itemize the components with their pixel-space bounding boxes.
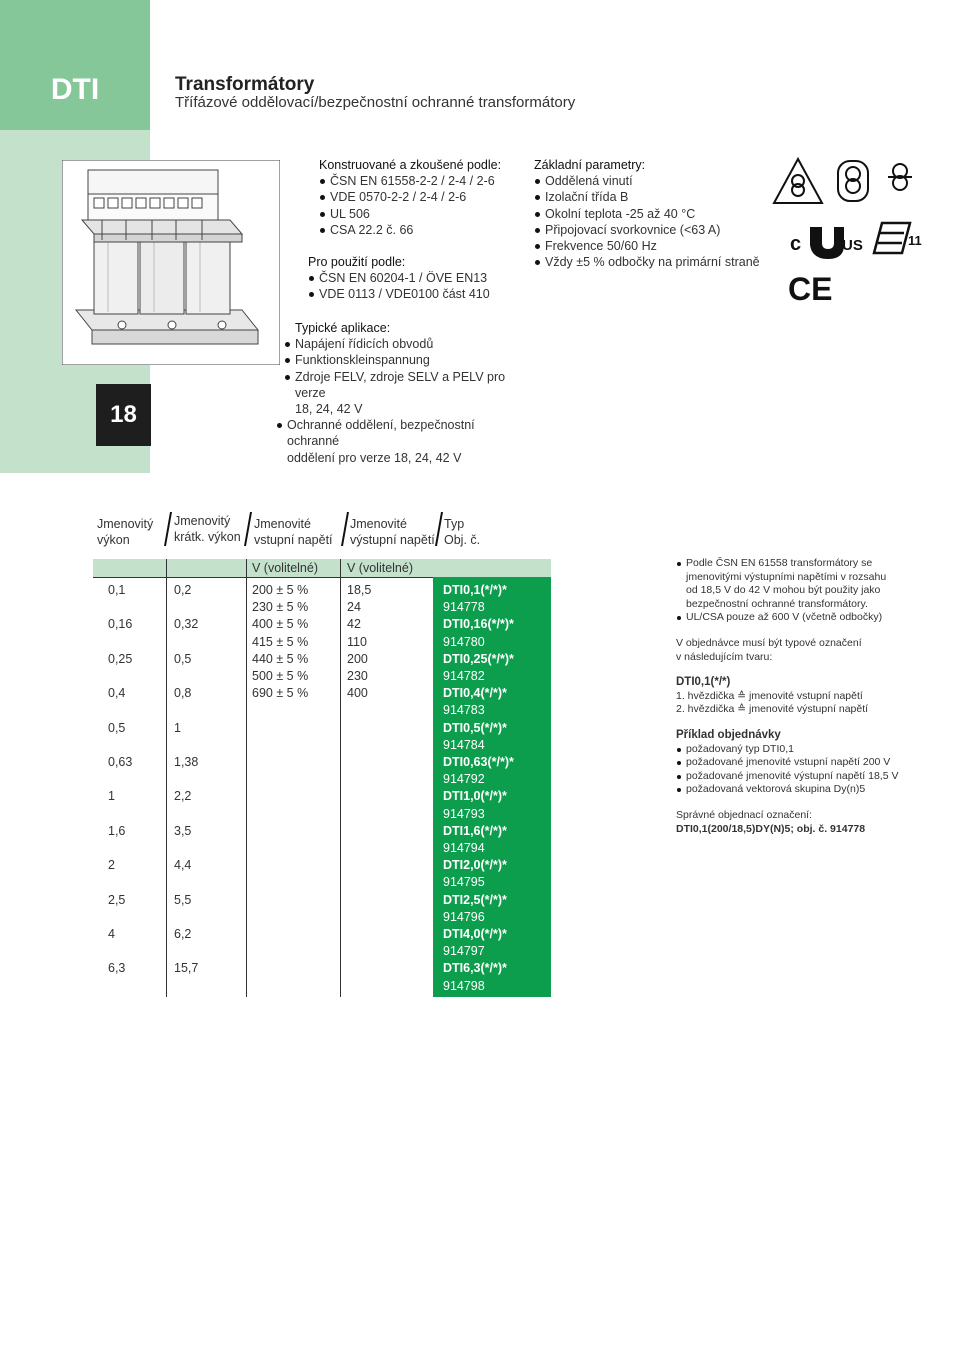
safety-transformer-icon — [774, 159, 822, 203]
ce-mark-icon: CE — [788, 271, 833, 305]
construction-standards — [308, 157, 523, 303]
standard-item: UL 506 — [319, 206, 523, 222]
input-voltage-cell: 415 ± 5 % — [252, 634, 309, 649]
transformer-image — [62, 160, 280, 365]
application-item: Ochranné oddělení, bezpečnostní ochranné — [276, 417, 524, 449]
table-unit-row — [93, 559, 551, 577]
note-item: Podle ČSN EN 61558 transformátory se jmenovitými výstupními napětími v rozsahu od 18,5 V do 42 V mohou být použity jako bezpečnostní ochranné transformátory. — [676, 557, 946, 611]
example-item: požadované jmenovité vstupní napětí 200 V — [676, 756, 946, 770]
svg-text:US: US — [842, 237, 863, 254]
sidebar-header — [0, 0, 150, 130]
short-circuit-power-cell: 5,5 — [174, 892, 192, 907]
rated-power-cell: 2 — [108, 858, 115, 873]
input-unit: V (volitelné) — [252, 561, 318, 575]
typical-applications — [284, 320, 524, 466]
input-voltage-cell: 440 ± 5 % — [252, 651, 309, 666]
input-voltage-cell: 230 ± 5 % — [252, 600, 309, 615]
type-cell: DTI0,5(*/*)* — [443, 720, 507, 735]
type-cell: DTI0,25(*/*)* — [443, 651, 514, 666]
star-explanation: 1. hvězdička ≙ jmenovité vstupní napětí — [676, 689, 863, 702]
short-circuit-power-cell: 15,7 — [174, 961, 199, 976]
output-voltage-cell: 200 — [347, 651, 368, 666]
application-item: Napájení řídicích obvodů — [284, 336, 524, 352]
col-header-input-voltage: Jmenovité vstupní napětí — [254, 517, 333, 547]
correct-order-label: Správné objednací označení: — [676, 808, 813, 821]
usage-item: VDE 0113 / VDE0100 část 410 — [308, 286, 523, 302]
application-item-cont: 18, 24, 42 V — [295, 402, 363, 417]
type-cell: DTI2,5(*/*)* — [443, 892, 507, 907]
format-code: DTI0,1(*/*) — [676, 676, 731, 689]
column-divider — [166, 559, 167, 997]
input-voltage-cell: 200 ± 5 % — [252, 583, 309, 597]
type-cell: DTI2,0(*/*)* — [443, 858, 507, 873]
cul-us-icon — [790, 227, 863, 259]
order-number-cell: 914794 — [443, 841, 485, 855]
short-circuit-power-cell: 0,5 — [174, 651, 192, 666]
short-circuit-power-cell: 2,2 — [174, 789, 192, 804]
rated-power-cell: 2,5 — [108, 892, 126, 907]
column-divider — [246, 559, 247, 997]
type-cell: DTI6,3(*/*)* — [443, 961, 507, 976]
order-number-cell: 914783 — [443, 703, 485, 718]
rated-power-cell: 1,6 — [108, 823, 126, 838]
parameter-item: Frekvence 50/60 Hz — [534, 238, 764, 254]
header-divider — [341, 512, 349, 546]
header-divider — [244, 512, 252, 546]
usage-heading: Pro použití podle: — [308, 255, 406, 270]
col-header-type: Typ Obj. č. — [444, 517, 481, 547]
output-voltage-cell: 230 — [347, 669, 368, 683]
star-explanation: 2. hvězdička ≙ jmenovité výstupní napětí — [676, 703, 869, 716]
short-circuit-power-cell: 3,5 — [174, 823, 192, 838]
order-instruction: v následujícím tvaru: — [676, 650, 773, 663]
usage-item: ČSN EN 60204-1 / ÖVE EN13 — [308, 270, 523, 286]
order-number-cell: 914778 — [443, 600, 485, 615]
note-item: UL/CSA pouze až 600 V (včetně odbočky) — [676, 611, 946, 625]
rated-power-cell: 0,4 — [108, 686, 126, 701]
type-cell: DTI0,63(*/*)* — [443, 755, 514, 769]
column-divider — [340, 559, 341, 997]
enec-icon — [874, 223, 922, 253]
svg-text:11: 11 — [908, 233, 922, 248]
applications-heading: Typické aplikace: — [295, 321, 391, 335]
order-instruction: V objednávce musí být typové označení — [676, 636, 862, 649]
rated-power-cell: 1 — [108, 789, 115, 804]
svg-text:c: c — [790, 233, 802, 255]
certification-marks — [770, 155, 930, 305]
standard-item: VDE 0570-2-2 / 2-4 / 2-6 — [319, 189, 523, 205]
rated-power-cell: 4 — [108, 927, 115, 941]
rated-power-cell: 0,63 — [108, 755, 133, 769]
parameter-item: Oddělená vinutí — [534, 173, 764, 189]
output-voltage-cell: 42 — [347, 617, 361, 632]
isolating-transformer-icon — [838, 161, 868, 201]
application-item: Funktionskleinspannung — [284, 352, 524, 368]
rated-power-cell: 0,25 — [108, 651, 133, 666]
header-divider — [164, 512, 172, 546]
parameter-item: Okolní teplota -25 až 40 °C — [534, 206, 764, 222]
order-number-cell: 914793 — [443, 806, 485, 821]
application-item-cont: oddělení pro verze 18, 24, 42 V — [287, 450, 462, 465]
parameter-item: Vždy ±5 % odbočky na primární straně — [534, 254, 764, 270]
header-divider — [435, 512, 443, 546]
col-header-short-circuit: Jmenovitý krátk. výkon — [174, 514, 241, 544]
example-item: požadované jmenovité výstupní napětí 18,5 V — [676, 770, 946, 784]
short-circuit-power-cell: 1,38 — [174, 755, 199, 769]
type-cell: DTI0,1(*/*)* — [443, 583, 507, 597]
example-item: požadovaná vektorová skupina Dy(n)5 — [676, 783, 946, 797]
page-number: 18 — [96, 384, 151, 446]
output-voltage-cell: 400 — [347, 686, 368, 701]
order-number-cell: 914796 — [443, 909, 485, 924]
correct-order-value: DTI0,1(200/18,5)DY(N)5; obj. č. 914778 — [676, 822, 866, 835]
type-cell: DTI4,0(*/*)* — [443, 927, 507, 941]
type-cell: DTI1,0(*/*)* — [443, 789, 507, 804]
type-cell: DTI1,6(*/*)* — [443, 823, 507, 838]
order-number-cell: 914792 — [443, 772, 485, 787]
rated-power-cell: 6,3 — [108, 961, 126, 976]
rated-power-cell: 0,5 — [108, 720, 126, 735]
rated-power-cell: 0,16 — [108, 617, 133, 632]
output-voltage-cell: 110 — [347, 634, 367, 649]
construction-heading: Konstruované a zkoušené podle: — [319, 158, 502, 172]
output-unit: V (volitelné) — [347, 561, 413, 575]
basic-parameters — [534, 157, 764, 270]
order-number-cell: 914797 — [443, 944, 485, 959]
short-circuit-power-cell: 4,4 — [174, 858, 192, 873]
application-item: Zdroje FELV, zdroje SELV a PELV pro verze — [284, 369, 524, 401]
parameter-item: Připojovací svorkovnice (<63 A) — [534, 222, 764, 238]
output-voltage-cell: 18,5 — [347, 583, 372, 597]
short-circuit-power-cell: 0,2 — [174, 583, 192, 597]
page-subtitle: Třífázové oddělovací/bezpečnostní ochranné transformátory — [175, 94, 576, 111]
order-number-cell: 914798 — [443, 978, 485, 993]
type-cell: DTI0,16(*/*)* — [443, 617, 514, 632]
short-circuit-power-cell: 1 — [174, 720, 181, 735]
table-rule — [93, 577, 433, 578]
example-item: požadovaný typ DTI0,1 — [676, 743, 946, 757]
product-code: DTI — [50, 73, 100, 106]
standard-item: ČSN EN 61558-2-2 / 2-4 / 2-6 — [319, 173, 523, 189]
input-voltage-cell: 400 ± 5 % — [252, 617, 309, 632]
standard-item: CSA 22.2 č. 66 — [319, 222, 523, 238]
order-number-cell: 914780 — [443, 634, 485, 649]
page-title: Transformátory — [175, 74, 315, 95]
order-number-cell: 914784 — [443, 737, 485, 752]
col-header-power: Jmenovitý výkon — [97, 517, 154, 547]
short-circuit-power-cell: 0,8 — [174, 686, 192, 701]
short-circuit-power-cell: 0,32 — [174, 617, 199, 632]
order-number-cell: 914795 — [443, 875, 485, 890]
type-cell: DTI0,4(*/*)* — [443, 686, 507, 701]
parameters-heading: Základní parametry: — [534, 158, 646, 172]
output-voltage-cell: 24 — [347, 600, 361, 615]
ordering-notes — [676, 557, 946, 836]
parameter-item: Izolační třída B — [534, 189, 764, 205]
order-number-cell: 914782 — [443, 669, 485, 683]
short-circuit-power-cell: 6,2 — [174, 927, 192, 941]
fail-safe-transformer-icon — [888, 164, 912, 190]
rated-power-cell: 0,1 — [108, 583, 126, 597]
input-voltage-cell: 500 ± 5 % — [252, 669, 309, 683]
input-voltage-cell: 690 ± 5 % — [252, 686, 309, 701]
example-heading: Příklad objednávky — [676, 728, 781, 741]
col-header-output-voltage: Jmenovité výstupní napětí — [350, 517, 435, 547]
